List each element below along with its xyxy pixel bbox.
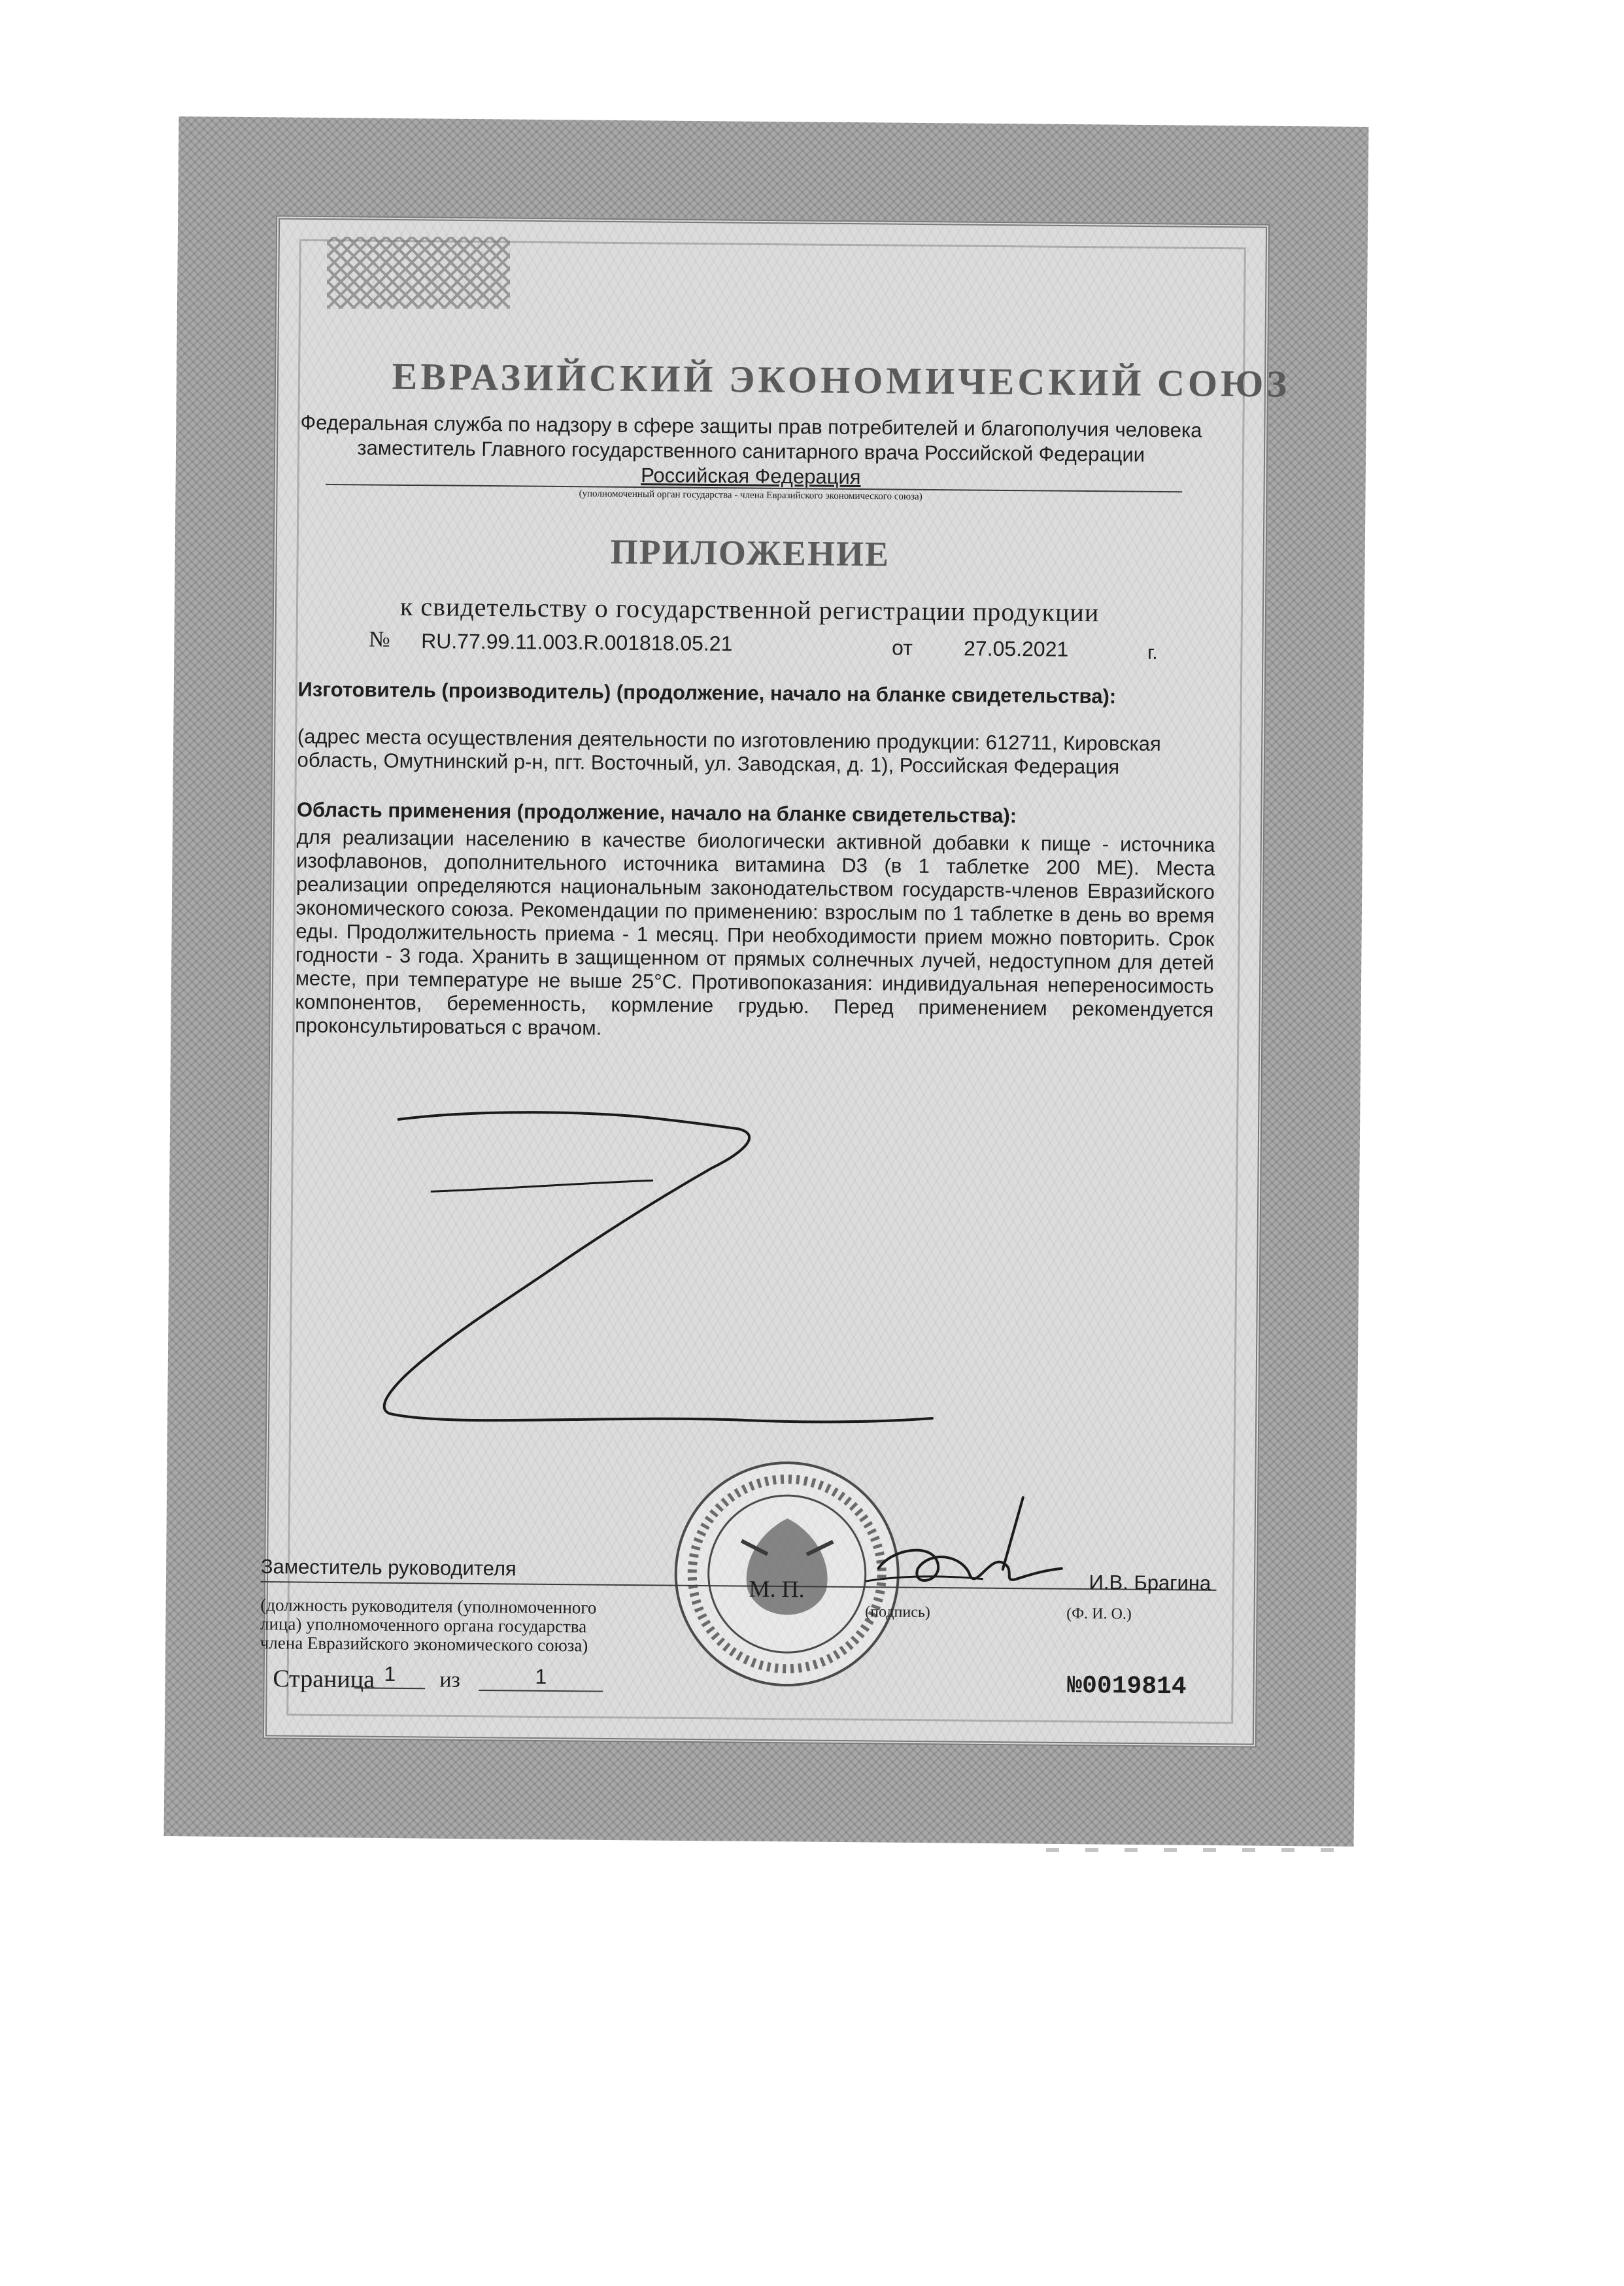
registration-date-label: от	[891, 636, 913, 660]
blank-number: №0019814	[1067, 1671, 1187, 1701]
page-total: 1	[479, 1664, 603, 1692]
agency-line-2: заместитель Главного государственного санитарного врача Российской Федерации	[357, 436, 1145, 466]
signature-hint: (подпись)	[865, 1603, 930, 1621]
position-hint-line-2: лица) уполномоченного органа государства	[260, 1614, 587, 1637]
scope-title: Область применения (продолжение, начало на бланке свидетельства):	[296, 798, 1017, 828]
position-label: Заместитель руководителя	[260, 1555, 516, 1580]
scope-text: для реализации населению в качестве биологически активной добавки к пище - источника изофлавонов, дополнительного источника витамина D3 (в 1 таблетке 200 МЕ). Места реализации определяются национальным законодательством государств-членов Евразийского экономического союза. Рекомендации по применению: взрослым по 1 таблетке в день во время еды. Продолжительность приема - 1 месяц. При необходимости прием можно повторить. Срок годности - 3 года. Хранить в защищенном от прямых солнечных лучей, недоступном для детей месте, при температуре не выше 25°С. Противопоказания: индивидуальная непереносимость компонентов, беременность, кормление грудью. Перед применением рекомендуется проконсультироваться с врачом.	[294, 825, 1215, 1040]
stamp-mark: М. П.	[749, 1575, 805, 1603]
registration-number: RU.77.99.11.003.R.001818.05.21	[421, 629, 733, 656]
ornament-emblem	[327, 237, 510, 309]
document-content	[249, 353, 1291, 1800]
position-hint-line-1: (должность руководителя (уполномоченного	[260, 1595, 597, 1618]
position-hint-line-3: члена Евразийского экономического союза)	[260, 1633, 588, 1656]
page-label: Страница	[273, 1665, 375, 1694]
agency-line-1: Федеральная служба по надзору в сфере защиты прав потребителей и благополучия человека	[300, 411, 1202, 442]
name-hint: (Ф. И. О.)	[1066, 1605, 1132, 1623]
agency-line-3: Российская Федерация	[641, 464, 861, 489]
position-hint	[260, 1595, 597, 1655]
union-title: ЕВРАЗИЙСКИЙ ЭКОНОМИЧЕСКИЙ СОЮЗ	[392, 354, 1291, 405]
scan-artifact	[1046, 1848, 1347, 1852]
manufacturer-title: Изготовитель (производитель) (продолжение, начало на бланке свидетельства):	[297, 677, 1117, 708]
document-heading: ПРИЛОЖЕНИЕ	[610, 532, 890, 574]
signature	[839, 1483, 1075, 1616]
page-number: 1	[354, 1662, 425, 1689]
registration-date: 27.05.2021	[963, 636, 1069, 661]
handwritten-z-mark	[369, 1074, 961, 1471]
registration-number-label: №	[369, 627, 390, 652]
registration-year-suffix: г.	[1147, 641, 1158, 664]
document-subheading: к свидетельству о государственной регистрации продукции	[399, 591, 1100, 628]
agency-hint: (уполномоченный орган государства - члена Евразийского экономического союза)	[579, 488, 922, 502]
manufacturer-text: (адрес места осуществления деятельности по изготовлению продукции: 612711, Кировская область, Омутнинский р-н, пгт. Восточный, ул. Заводская, д. 1), Российская Федерация	[297, 725, 1161, 779]
signatory-name: И.В. Брагина	[1089, 1571, 1211, 1595]
page-of-label: из	[439, 1667, 461, 1692]
